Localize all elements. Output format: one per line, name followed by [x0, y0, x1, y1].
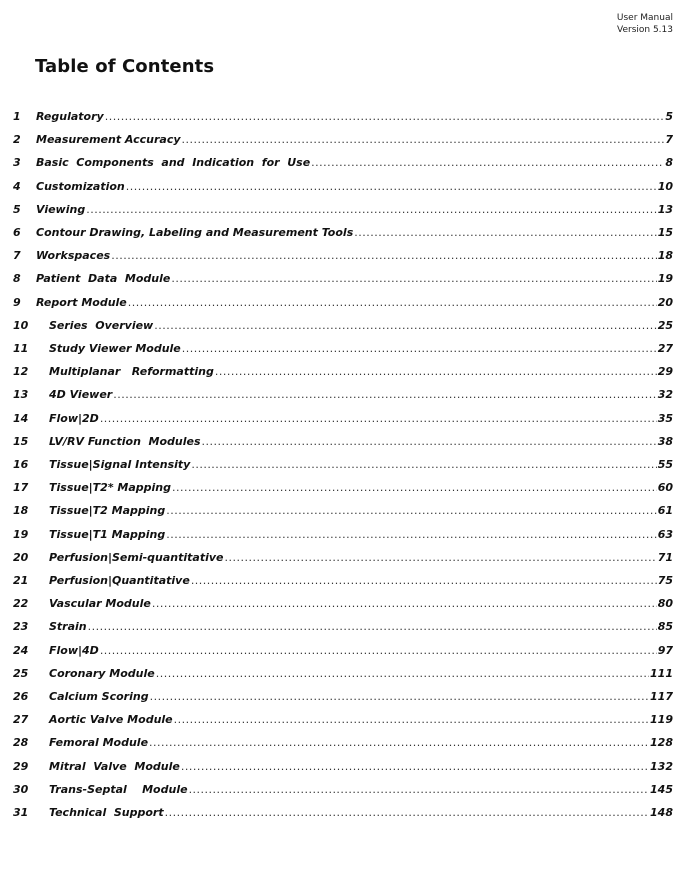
toc-entry-link[interactable] — [36, 200, 673, 220]
toc-entry-page-number: 117 — [650, 690, 673, 703]
document-header — [617, 12, 673, 36]
toc-entry-page-number: 5 — [665, 110, 673, 123]
toc-entry[interactable] — [0, 269, 680, 289]
toc-entry-link[interactable] — [49, 316, 673, 336]
toc-entry-link[interactable] — [49, 548, 673, 568]
toc-entry-number: 3 — [13, 156, 21, 170]
toc-entry-link[interactable] — [49, 455, 673, 475]
toc-dot-leader — [191, 455, 656, 475]
toc-entry-page-number: 15 — [657, 226, 673, 239]
toc-dot-leader — [100, 409, 657, 429]
toc-entry-link[interactable] — [36, 107, 673, 127]
toc-entry-number: 7 — [13, 249, 21, 263]
toc-entry[interactable] — [0, 409, 680, 429]
toc-dot-leader — [105, 107, 665, 127]
toc-entry-page-number: 29 — [657, 365, 673, 379]
toc-entry-page-number: 18 — [657, 249, 673, 263]
toc-dot-leader — [88, 617, 657, 637]
toc-entry-title: Trans-Septal Module — [49, 782, 188, 796]
toc-entry[interactable] — [0, 780, 680, 800]
toc-entry[interactable] — [0, 107, 680, 127]
toc-entry-title: 4D Viewer — [49, 388, 113, 402]
toc-dot-leader — [128, 293, 657, 313]
toc-entry-title: LV/RV Function Modules — [49, 434, 201, 448]
toc-entry[interactable] — [0, 664, 680, 684]
toc-dot-leader — [215, 362, 657, 382]
toc-entry[interactable] — [0, 687, 680, 707]
toc-dot-leader — [171, 269, 656, 289]
toc-entry-title: Report Module — [36, 295, 127, 309]
toc-entry[interactable] — [0, 525, 680, 545]
toc-entry-page-number: 80 — [657, 597, 673, 611]
toc-entry-page-number: 97 — [657, 643, 673, 657]
toc-entry-number: 6 — [13, 226, 21, 239]
toc-entry[interactable] — [0, 757, 680, 777]
toc-entry-page-number: 32 — [657, 388, 673, 402]
toc-entry-number: 11 — [13, 342, 29, 355]
toc-entry[interactable] — [0, 548, 680, 568]
header-version: Version 5.13 — [617, 25, 673, 35]
toc-entry-page-number: 55 — [657, 458, 673, 471]
toc-entry-page-number: 38 — [657, 434, 673, 448]
toc-entry-link[interactable] — [36, 177, 673, 197]
header-manual-title: User Manual — [616, 13, 673, 23]
toc-entry-link[interactable] — [49, 757, 673, 777]
toc-entry-title: Vascular Module — [49, 597, 151, 611]
toc-entry[interactable] — [0, 594, 680, 614]
toc-entry-number: 13 — [13, 388, 29, 402]
toc-entry-page-number: 19 — [657, 272, 673, 286]
toc-entry-link[interactable] — [49, 733, 673, 753]
toc-entry-title: Flow|2D — [49, 411, 99, 425]
toc-entry-page-number: 132 — [650, 759, 673, 773]
toc-dot-leader — [86, 200, 656, 220]
toc-entry-link[interactable] — [49, 664, 673, 684]
toc-entry-title: Series Overview — [49, 318, 154, 332]
toc-entry-number: 18 — [13, 504, 29, 518]
toc-entry-title: Perfusion|Semi-quantitative — [49, 550, 224, 564]
toc-entry[interactable] — [0, 501, 680, 521]
toc-dot-leader — [126, 177, 657, 197]
toc-entry-number: 4 — [13, 179, 21, 193]
toc-entry[interactable] — [0, 710, 680, 730]
toc-entry-page-number: 8 — [665, 156, 673, 170]
toc-entry-number: 25 — [13, 666, 29, 680]
toc-entry-page-number: 7 — [665, 133, 673, 147]
toc-entry-page-number: 20 — [657, 295, 673, 309]
toc-entry-title: Tissue|T1 Mapping — [49, 527, 166, 541]
toc-entry[interactable] — [0, 339, 680, 359]
toc-entry-link[interactable] — [49, 687, 673, 707]
toc-entry-link[interactable] — [36, 269, 673, 289]
toc-entry-number: 8 — [13, 272, 21, 286]
toc-entry-number: 21 — [13, 574, 29, 587]
toc-entry-link[interactable] — [49, 339, 673, 359]
toc-entry-number: 20 — [13, 550, 29, 564]
toc-entry-page-number: 75 — [657, 574, 673, 587]
toc-dot-leader — [111, 246, 656, 266]
toc-entry-number: 28 — [13, 736, 29, 750]
toc-entry-page-number: 85 — [657, 620, 673, 634]
toc-dot-leader — [152, 594, 657, 614]
toc-entry[interactable] — [0, 803, 680, 823]
toc-dot-leader — [191, 571, 657, 591]
toc-entry-number: 26 — [13, 690, 29, 703]
toc-entry-number: 5 — [13, 202, 21, 216]
toc-entry-number: 15 — [13, 434, 29, 448]
toc-entry-link[interactable] — [49, 501, 673, 521]
toc-entry-link[interactable] — [36, 153, 673, 173]
toc-entry-link[interactable] — [36, 293, 673, 313]
toc-dot-leader — [150, 687, 649, 707]
toc-entry-number: 14 — [13, 411, 29, 425]
toc-entry-page-number: 145 — [650, 782, 673, 796]
toc-dot-leader — [149, 733, 649, 753]
toc-entry-title: Technical Support — [49, 806, 164, 819]
toc-entry[interactable] — [0, 733, 680, 753]
toc-entry-title: Femoral Module — [49, 736, 149, 750]
toc-entry[interactable] — [0, 385, 680, 405]
toc-entry-link[interactable] — [49, 409, 673, 429]
toc-entry-link[interactable] — [49, 385, 673, 405]
toc-entry-page-number: 71 — [657, 550, 673, 564]
toc-entry-title: Tissue|Signal Intensity — [49, 458, 191, 471]
toc-entry-page-number: 13 — [657, 202, 673, 216]
toc-dot-leader — [113, 385, 656, 405]
toc-entry-link[interactable] — [49, 710, 673, 730]
toc-dot-leader — [166, 501, 656, 521]
toc-entry-title: Multiplanar Reformatting — [49, 365, 214, 379]
toc-entry-number: 2 — [13, 133, 21, 147]
toc-entry-number: 24 — [13, 643, 29, 657]
toc-entry-title: Regulatory — [36, 110, 104, 123]
toc-entry-number: 19 — [13, 527, 29, 541]
toc-entry-link[interactable] — [49, 525, 673, 545]
toc-dot-leader — [181, 757, 649, 777]
toc-dot-leader — [311, 153, 664, 173]
toc-entry-page-number: 61 — [657, 504, 673, 518]
toc-entry-title: Aortic Valve Module — [49, 713, 173, 727]
toc-entry-title: Measurement Accuracy — [36, 133, 181, 147]
toc-entry-link[interactable] — [36, 130, 673, 150]
toc-entry-page-number: 119 — [650, 713, 673, 727]
toc-entry-title: Tissue|T2* Mapping — [49, 481, 172, 495]
toc-entry[interactable] — [0, 362, 680, 382]
toc-entry-title: Patient Data Module — [36, 272, 171, 286]
toc-entry-number: 12 — [13, 365, 29, 379]
toc-dot-leader — [156, 664, 649, 684]
toc-dot-leader — [182, 339, 657, 359]
toc-entry-link[interactable] — [49, 780, 673, 800]
toc-entry[interactable] — [0, 177, 680, 197]
toc-dot-leader — [202, 432, 657, 452]
toc-entry-link[interactable] — [49, 478, 673, 498]
toc-entry-link[interactable] — [49, 432, 673, 452]
toc-entry-number: 16 — [13, 458, 29, 471]
toc-entry-page-number: 10 — [657, 179, 673, 193]
toc-entry-link[interactable] — [49, 594, 673, 614]
toc-entry-link[interactable] — [49, 803, 673, 823]
toc-dot-leader — [166, 525, 656, 545]
toc-entry[interactable] — [0, 130, 680, 150]
toc-entry-link[interactable] — [49, 641, 673, 661]
toc-entry-link[interactable] — [36, 246, 673, 266]
toc-dot-leader — [354, 223, 656, 243]
toc-entry-title: Tissue|T2 Mapping — [49, 504, 166, 518]
toc-entry-title: Customization — [36, 179, 125, 193]
toc-entry[interactable] — [0, 571, 680, 591]
toc-dot-leader — [172, 478, 657, 498]
toc-entry-link[interactable] — [49, 362, 673, 382]
toc-entry-page-number: 60 — [657, 481, 673, 495]
toc-entry-title: Workspaces — [36, 249, 111, 263]
toc-entry[interactable] — [0, 200, 680, 220]
page-title: Table of Contents — [35, 56, 215, 77]
toc-entry[interactable] — [0, 153, 680, 173]
toc-entry-title: Strain — [49, 620, 87, 634]
toc-entry-number: 17 — [13, 481, 29, 495]
toc-entry-title: Calcium Scoring — [49, 690, 149, 703]
toc-entry-link[interactable] — [36, 223, 673, 243]
toc-entry-title: Study Viewer Module — [49, 342, 181, 355]
toc-entry[interactable] — [0, 455, 680, 475]
toc-entry[interactable] — [0, 223, 680, 243]
toc-entry-number: 10 — [13, 318, 29, 332]
toc-entry-page-number: 35 — [657, 411, 673, 425]
toc-entry-page-number: 25 — [657, 318, 673, 332]
toc-entry-number: 1 — [13, 110, 21, 123]
toc-entry-page-number: 128 — [650, 736, 673, 750]
toc-entry-page-number: 111 — [650, 666, 673, 680]
toc-entry[interactable] — [0, 432, 680, 452]
toc-dot-leader — [174, 710, 649, 730]
toc-entry-title: Mitral Valve Module — [49, 759, 180, 773]
toc-entry[interactable] — [0, 478, 680, 498]
toc-dot-leader — [100, 641, 657, 661]
toc-entry-link[interactable] — [49, 617, 673, 637]
toc-entry-title: Flow|4D — [49, 643, 99, 657]
toc-entry-number: 30 — [13, 782, 29, 796]
toc-entry-link[interactable] — [49, 571, 673, 591]
toc-dot-leader — [182, 130, 665, 150]
toc-entry-page-number: 27 — [657, 342, 673, 355]
toc-entry-title: Contour Drawing, Labeling and Measurement Tools — [36, 226, 354, 239]
toc-entry[interactable] — [0, 316, 680, 336]
toc-dot-leader — [154, 316, 656, 336]
toc-entry-number: 29 — [13, 759, 29, 773]
toc-dot-leader — [189, 780, 649, 800]
toc-entry-title: Viewing — [36, 202, 86, 216]
toc-entry-number: 22 — [13, 597, 29, 611]
toc-entry-title: Coronary Module — [49, 666, 155, 680]
toc-entry[interactable] — [0, 246, 680, 266]
toc-entry[interactable] — [0, 293, 680, 313]
toc-dot-leader — [225, 548, 657, 568]
toc-entry-number: 9 — [13, 295, 21, 309]
toc-entry-page-number: 63 — [657, 527, 673, 541]
toc-entry-page-number: 148 — [650, 806, 673, 819]
toc-entry[interactable] — [0, 617, 680, 637]
toc-entry-number: 27 — [13, 713, 29, 727]
toc-entry-number: 31 — [13, 806, 29, 819]
toc-entry-number: 23 — [13, 620, 29, 634]
toc-entry-title: Basic Components and Indication for Use — [36, 156, 311, 170]
toc-entry-title: Perfusion|Quantitative — [49, 574, 190, 587]
toc-entry[interactable] — [0, 641, 680, 661]
toc-dot-leader — [165, 803, 649, 823]
